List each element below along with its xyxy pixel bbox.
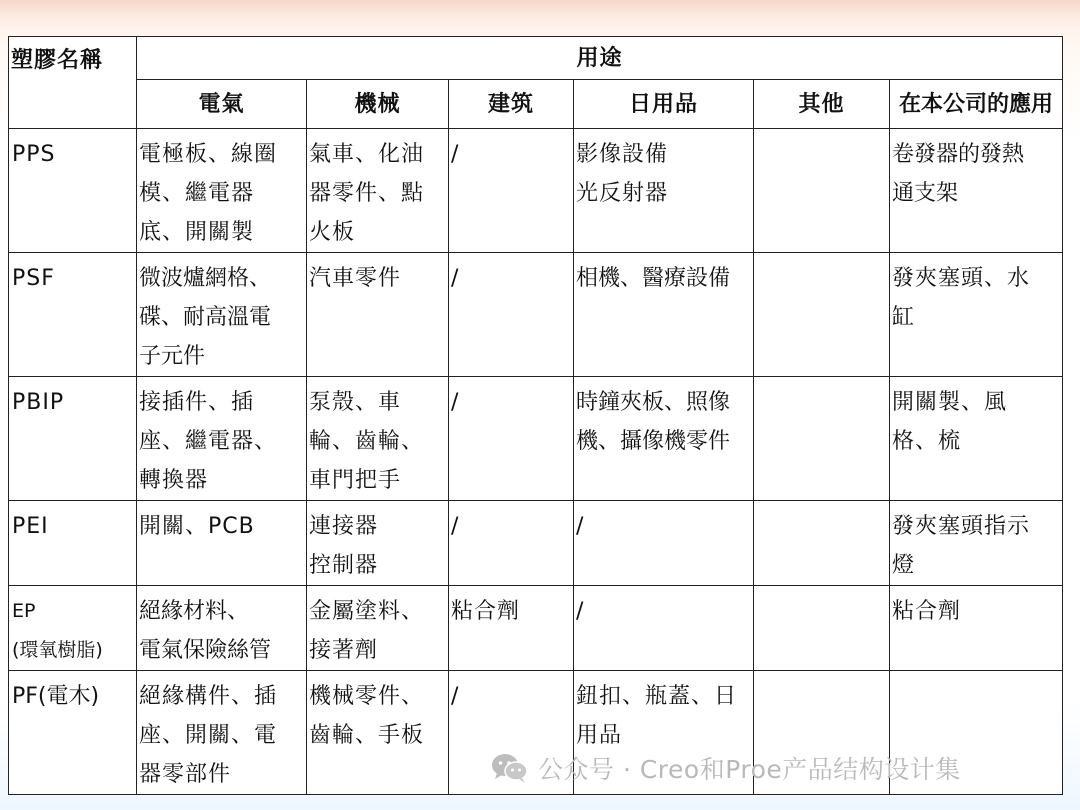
- header-usage-cell: [137, 37, 1063, 80]
- table-cell: [754, 253, 890, 377]
- header-row-2: [9, 80, 1063, 129]
- cell-text: /: [451, 142, 460, 167]
- table-cell: [890, 377, 1063, 501]
- table-cell: [449, 586, 574, 671]
- cell-text: [756, 501, 887, 507]
- material-name: EP (環氧樹脂): [12, 600, 103, 661]
- plastics-usage-table: [8, 36, 1063, 795]
- column-header-label: 機械: [354, 91, 401, 117]
- table-row: [9, 253, 1063, 377]
- cell-text: 氣車、化油 器零件、點 火板: [309, 142, 425, 245]
- table-cell: [574, 253, 754, 377]
- material-cell: [9, 129, 137, 253]
- material-cell: [9, 501, 137, 586]
- column-header-label: 建筑: [487, 91, 534, 117]
- cell-text: 接插件、插 座、繼電器、 轉換器: [139, 390, 278, 493]
- table-cell: [574, 586, 754, 671]
- table-cell: [890, 253, 1063, 377]
- cell-text: /: [451, 266, 460, 291]
- table-cell: [307, 253, 449, 377]
- cell-text: 粘合劑: [451, 599, 521, 624]
- table-row: [9, 586, 1063, 671]
- material-cell: [9, 253, 137, 377]
- column-header-daily-goods: [574, 80, 754, 129]
- column-header-other: [754, 80, 890, 129]
- table-cell: [449, 377, 574, 501]
- table-cell: [137, 671, 307, 795]
- wechat-icon: [490, 752, 530, 784]
- cell-text: [892, 671, 1060, 677]
- table-cell: [754, 586, 890, 671]
- material-name: PF(電木): [12, 684, 100, 709]
- table-cell: [137, 501, 307, 586]
- table-cell: [449, 501, 574, 586]
- table-cell: [137, 377, 307, 501]
- cell-text: 卷發器的發熱 通支架: [892, 142, 1025, 206]
- table-cell: [449, 129, 574, 253]
- table-cell: [754, 377, 890, 501]
- column-header-construction: [449, 80, 574, 129]
- cell-text: /: [576, 514, 585, 539]
- column-header-label: 其他: [798, 91, 845, 117]
- table-row: [9, 501, 1063, 586]
- table-cell: [890, 501, 1063, 586]
- header-material-cell: [9, 37, 137, 129]
- table-row: [9, 129, 1063, 253]
- cell-text: 微波爐網格、 碟、耐高溫電 子元件: [139, 266, 272, 369]
- table-row: [9, 377, 1063, 501]
- table-cell: [449, 253, 574, 377]
- table-cell: [307, 501, 449, 586]
- header-usage: 用途: [576, 45, 623, 71]
- table-cell: [754, 501, 890, 586]
- cell-text: /: [451, 514, 460, 539]
- cell-text: 汽車零件: [309, 266, 402, 291]
- material-name: PSF: [12, 266, 55, 291]
- cell-text: 影像設備 光反射器: [576, 142, 669, 206]
- table-cell: [307, 129, 449, 253]
- table-cell: [137, 129, 307, 253]
- material-name: PEI: [12, 514, 49, 539]
- cell-text: 粘合劑: [892, 599, 962, 624]
- table-cell: [307, 586, 449, 671]
- header-material: 塑膠名稱: [11, 48, 104, 73]
- cell-text: 相機、醫療設備: [576, 266, 731, 291]
- table-cell: [307, 377, 449, 501]
- cell-text: 絕緣材料、 電氣保險絲管: [139, 599, 272, 663]
- table-cell: [890, 129, 1063, 253]
- column-header-label: 在本公司的應用: [899, 91, 1054, 117]
- cell-text: 絕緣構件、插 座、開關、電 器零部件: [139, 684, 278, 787]
- column-header-electrical: [137, 80, 307, 129]
- cell-text: 電極板、線圈 模、繼電器 底、開關製: [139, 142, 278, 245]
- watermark: [490, 748, 961, 788]
- table-cell: [137, 253, 307, 377]
- cell-text: 開關、PCB: [139, 514, 255, 539]
- cell-text: 發夾塞頭、水 缸: [892, 266, 1031, 330]
- cell-text: 鈕扣、瓶蓋、日 用品: [576, 684, 738, 748]
- cell-text: [756, 129, 887, 135]
- column-header-label: 日用品: [628, 91, 698, 117]
- cell-text: 時鐘夾板、照像 機、攝像機零件: [576, 390, 731, 454]
- cell-text: /: [451, 390, 460, 415]
- table-cell: [574, 501, 754, 586]
- cell-text: 開關製、風 格、梳: [892, 390, 1008, 454]
- cell-text: 泵殼、車 輪、齒輪、 車門把手: [309, 390, 425, 493]
- table-cell: [574, 129, 754, 253]
- column-header-company-application: [890, 80, 1063, 129]
- table-cell: [890, 586, 1063, 671]
- column-header-mechanical: [307, 80, 449, 129]
- cell-text: [756, 586, 887, 592]
- table-cell: [307, 671, 449, 795]
- table-cell: [754, 129, 890, 253]
- cell-text: 發夾塞頭指示 燈: [892, 514, 1031, 578]
- cell-text: 金屬塗料、 接著劑: [309, 599, 425, 663]
- table-cell: [137, 586, 307, 671]
- column-header-label: 電氣: [198, 91, 245, 117]
- material-cell: [9, 377, 137, 501]
- watermark-text: 公众号 · Creo和Proe产品结构设计集: [538, 755, 961, 784]
- header-row-1: [9, 37, 1063, 80]
- material-name: PPS: [12, 142, 56, 167]
- cell-text: [756, 377, 887, 383]
- material-cell: [9, 671, 137, 795]
- cell-text: [756, 671, 887, 677]
- cell-text: /: [576, 599, 585, 624]
- material-name: PBIP: [12, 390, 65, 415]
- table-cell: [574, 377, 754, 501]
- cell-text: /: [451, 684, 460, 709]
- cell-text: [756, 253, 887, 259]
- cell-text: 連接器 控制器: [309, 514, 379, 578]
- cell-text: 機械零件、 齒輪、手板: [309, 684, 425, 748]
- material-cell: [9, 586, 137, 671]
